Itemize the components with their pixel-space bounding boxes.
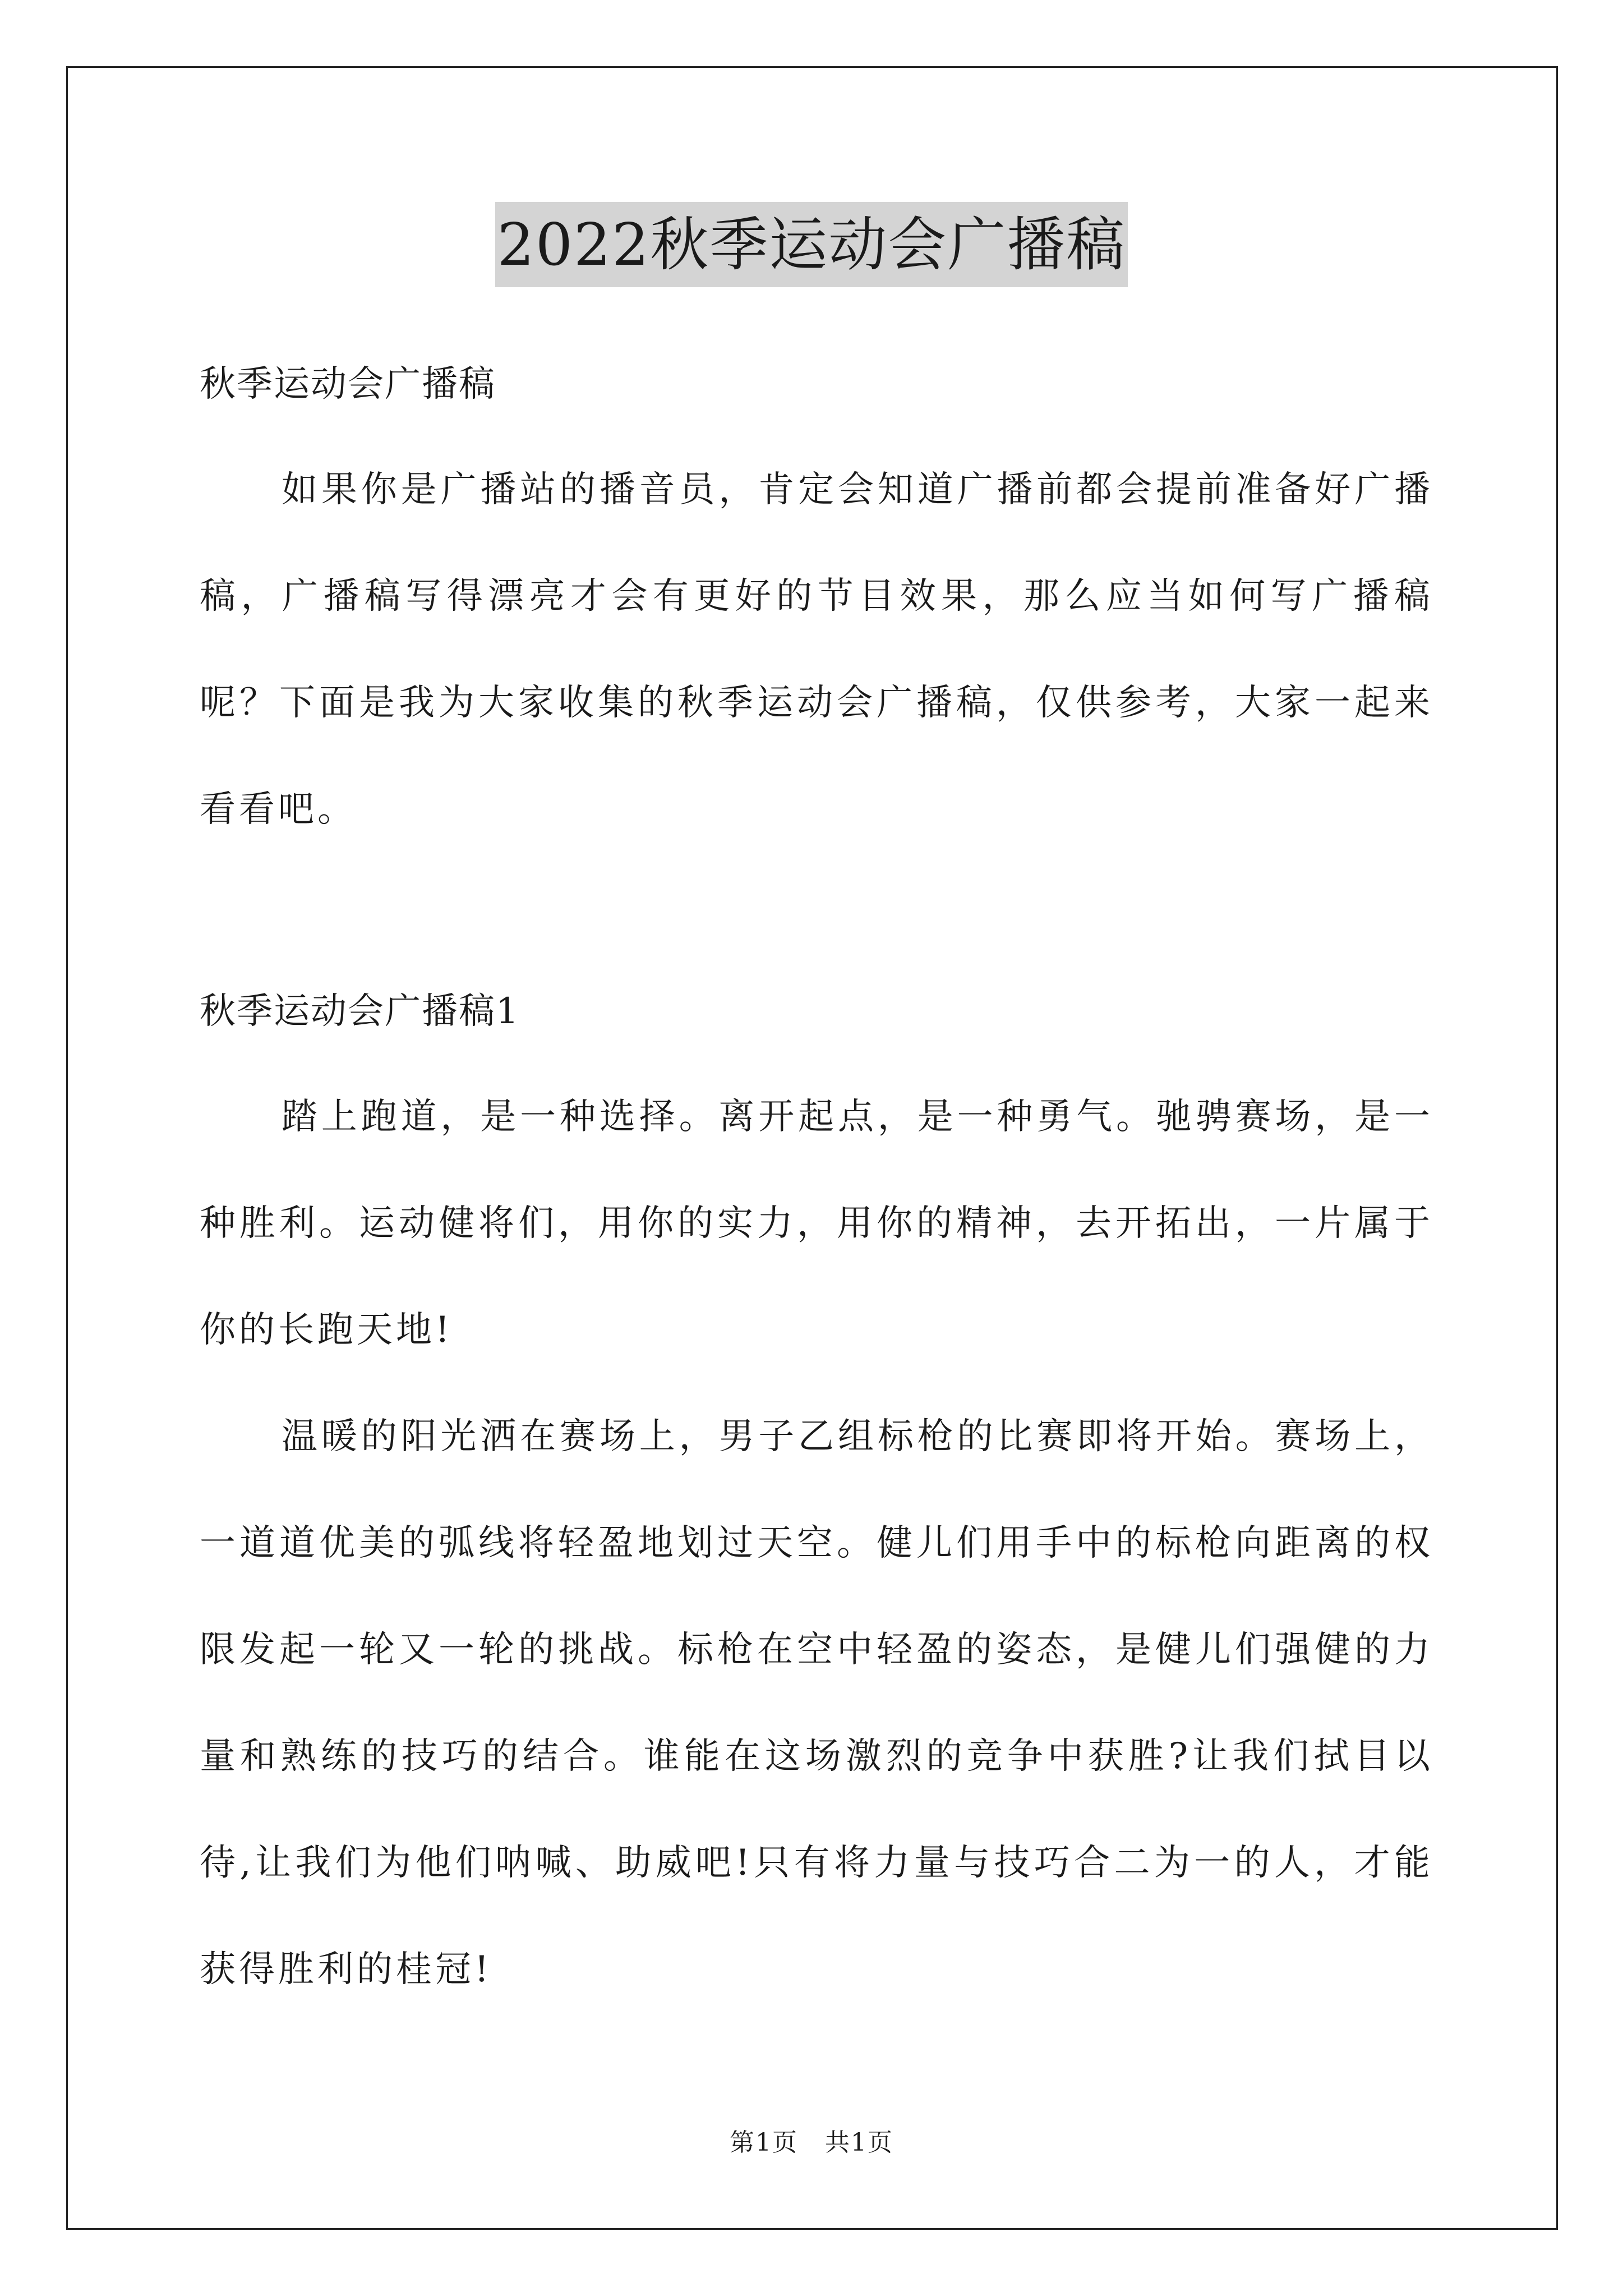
document-body (200, 337, 1433, 2023)
page-number: 第1页 (730, 2128, 798, 2157)
title-container (0, 202, 1623, 287)
paragraph: 踏上跑道，是一种选择。离开起点，是一种勇气。驰骋赛场，是一种胜利。运动健将们，用你的实力，用你的精神，去开拓出，一片属于你的长跑天地! (200, 1096, 1433, 1351)
page-footer (0, 2126, 1623, 2160)
section-heading: 秋季运动会广播稿1 (200, 991, 520, 1032)
page-total: 共1页 (825, 2128, 893, 2157)
section-heading: 秋季运动会广播稿 (200, 364, 496, 405)
document-title: 2022秋季运动会广播稿 (495, 202, 1128, 287)
paragraph: 温暖的阳光洒在赛场上，男子乙组标枪的比赛即将开始。赛场上，一道道优美的弧线将轻盈地划过天空。健儿们用手中的标枪向距离的权限发起一轮又一轮的挑战。标枪在空中轻盈的姿态，是健儿们强健的力量和熟练的技巧的结合。谁能在这场激烈的竞争中获胜?让我们拭目以待,让我们为他们呐喊、助威吧!只有将力量与技巧合二为一的人，才能获得胜利的桂冠! (200, 1416, 1433, 1990)
paragraph: 如果你是广播站的播音员，肯定会知道广播前都会提前准备好广播稿，广播稿写得漂亮才会有更好的节目效果，那么应当如何写广播稿呢？下面是我为大家收集的秋季运动会广播稿，仅供参考，大家一起来看看吧。 (200, 469, 1433, 830)
